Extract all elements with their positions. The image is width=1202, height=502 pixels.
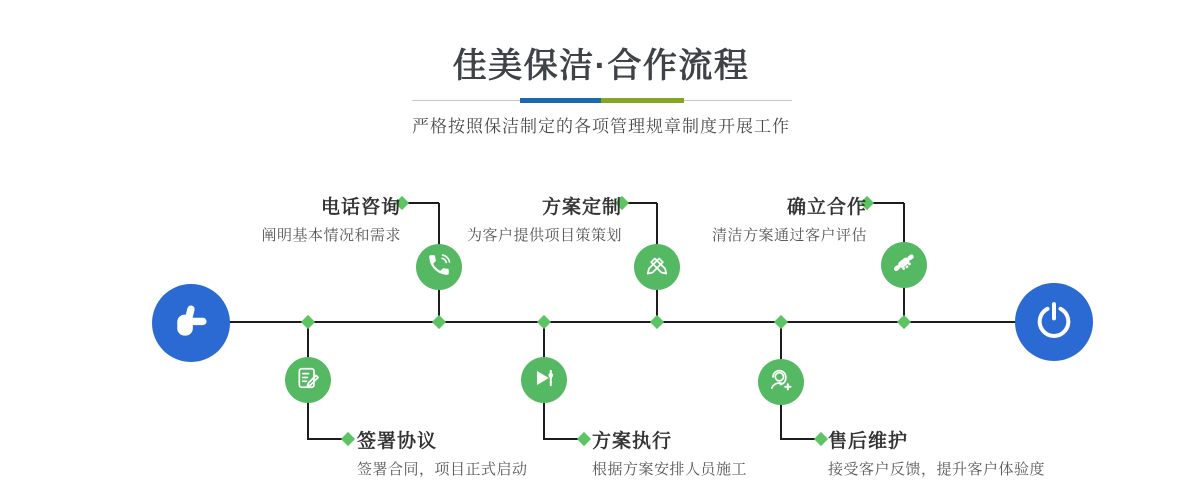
step-subtitle: 签署合同，项目正式启动 xyxy=(357,461,528,478)
step-title: 售后维护 xyxy=(828,431,909,452)
step-title: 方案定制 xyxy=(541,197,622,218)
diamond-marker xyxy=(432,315,446,329)
power-icon xyxy=(1034,300,1074,345)
divider-blue-segment xyxy=(520,98,601,103)
step-circle-phone xyxy=(416,244,462,290)
step-circle-support xyxy=(758,359,804,405)
step-subtitle: 阐明基本情况和需求 xyxy=(261,227,401,244)
step-circle-plan xyxy=(634,244,680,290)
support-icon xyxy=(768,367,794,398)
diamond-marker xyxy=(650,315,664,329)
diamond-marker xyxy=(577,432,591,446)
diamond-marker xyxy=(537,315,551,329)
step-phone-consultation xyxy=(261,192,401,245)
step-circle-execute xyxy=(521,357,567,403)
flow-end-circle xyxy=(1015,283,1093,361)
step-subtitle: 为客户提供项目策策划 xyxy=(466,227,622,244)
title-divider xyxy=(412,98,792,103)
page-subtitle: 严格按照保洁制定的各项管理规章制度开展工作 xyxy=(412,117,790,136)
step-title: 签署协议 xyxy=(357,431,438,452)
handshake-icon xyxy=(891,250,917,281)
pencil-cross-icon xyxy=(644,252,670,283)
step-circle-cooperation xyxy=(881,242,927,288)
step-plan-customization xyxy=(467,192,622,245)
contract-icon xyxy=(295,365,321,396)
step-subtitle: 清洁方案通过客户评估 xyxy=(711,227,867,244)
step-establish-cooperation xyxy=(712,192,867,245)
step-title: 方案执行 xyxy=(592,431,673,452)
step-title: 确立合作 xyxy=(786,197,867,218)
diamond-marker xyxy=(341,432,355,446)
diamond-marker xyxy=(774,315,788,329)
step-circle-contract xyxy=(285,357,331,403)
divider-green-segment xyxy=(601,98,684,103)
step-title: 电话咨询 xyxy=(320,197,401,218)
phone-icon xyxy=(426,252,452,283)
flow-start-circle xyxy=(152,284,230,362)
hand-pointer-icon xyxy=(169,299,213,348)
step-plan-execution xyxy=(592,426,747,479)
diamond-marker xyxy=(301,315,315,329)
step-subtitle: 接受客户反馈，提升客户体验度 xyxy=(828,461,1046,478)
execute-icon xyxy=(531,365,557,396)
page-title: 佳美保洁·合作流程 xyxy=(452,47,750,85)
diamond-marker xyxy=(814,432,828,446)
step-sign-agreement xyxy=(357,426,528,479)
step-after-sales-maintenance xyxy=(828,426,1045,479)
diamond-marker xyxy=(897,315,911,329)
step-subtitle: 根据方案安排人员施工 xyxy=(592,461,748,478)
